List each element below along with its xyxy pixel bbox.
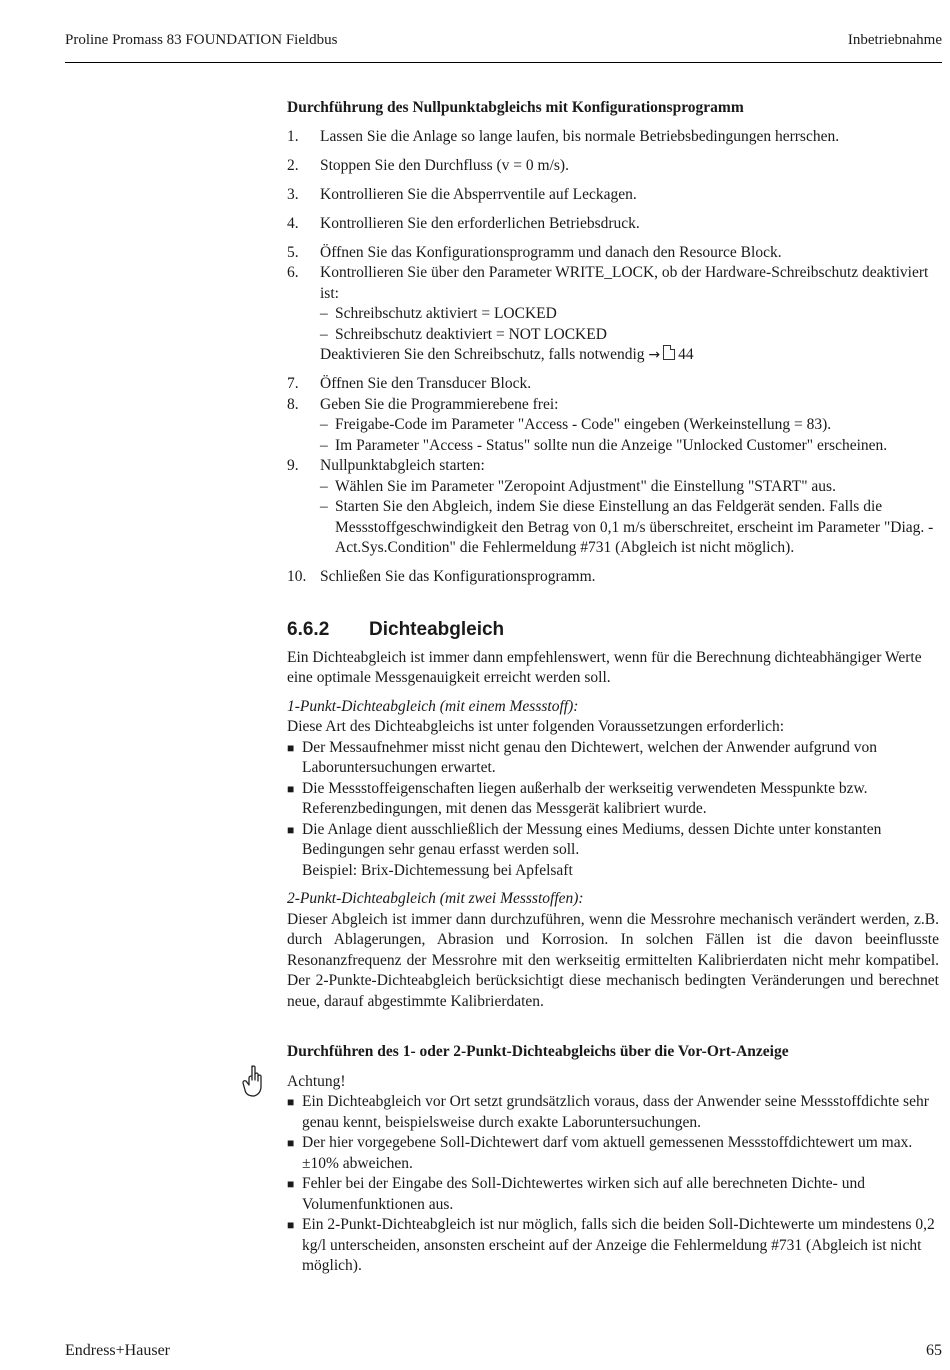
list-item	[287, 156, 939, 177]
density-intro: Ein Dichteabgleich ist immer dann empfehlenswert, wenn für die Berechnung dichteabhängiger Werte eine optimale Messgenauigkeit erreicht werden soll.	[287, 648, 922, 686]
list-item	[287, 779, 939, 820]
step-text: Kontrollieren Sie über den Parameter WRITE_LOCK, ob der Hardware-Schreibschutz deaktiviert ist:	[320, 264, 929, 302]
bullet-icon: ■	[287, 822, 295, 837]
list-item-text: Der hier vorgegebene Soll-Dichtewert darf vom aktuell gemessenen Messstoffdichtewert um max. ±10% abweichen.	[302, 1134, 913, 1172]
list-item-text: Fehler bei der Eingabe des Soll-Dichtewertes wirken sich auf alle berechneten Dichte- und Volumenfunktionen aus.	[302, 1175, 865, 1213]
chapter-title: Inbetriebnahme	[847, 32, 942, 48]
step-text: Stoppen Sie den Durchfluss (v = 0 m/s).	[320, 156, 569, 174]
step-number: 3.	[287, 185, 299, 203]
sub-item: – Wählen Sie im Parameter "Zeropoint Adjustment" die Einstellung "START" aus.	[320, 477, 836, 495]
step-number: 6.	[287, 264, 299, 281]
step-number: 10.	[287, 568, 307, 585]
section-number: 6.6.2	[287, 618, 330, 640]
list-item-text: Die Messstoffeigenschaften liegen außerhalb der werkseitig verwendeten Messpunkte bzw. Referenzbedingungen, mit denen das Messgerät kalibriert wurde.	[302, 779, 868, 817]
list-item-text: Ein Dichteabgleich vor Ort setzt grundsätzlich voraus, dass der Anwender seine Messstoffdichte sehr genau kennt, beispielsweise durch exakte Laboruntersuchungen.	[302, 1093, 929, 1131]
page-content	[287, 98, 939, 1277]
list-item	[287, 1133, 939, 1174]
list-item	[287, 263, 939, 366]
page-reference-link[interactable]: 44	[678, 346, 694, 363]
bullet-icon: ■	[287, 1218, 295, 1232]
sub-item-text: Starten Sie den Abgleich, indem Sie diese Einstellung an das Feldgerät senden. Falls die Messstoffgeschwindigkeit den Betrag von 0,1 m/s überschreitet, erscheint im Parameter "Diag. - Act.Sys.Condition" die Fehlermeldung #731 (Abgleich ist nicht möglich).	[335, 498, 934, 556]
one-point-list	[287, 738, 939, 882]
step-text: Geben Sie die Programmierebene frei:	[320, 395, 559, 413]
list-item	[287, 1215, 939, 1277]
step-number: 5.	[287, 243, 299, 261]
sub-item: – Schreibschutz deaktiviert = NOT LOCKED	[320, 325, 607, 343]
two-point-text: Dieser Abgleich ist immer dann durchzuführen, wenn die Messrohre mechanisch verändert werden, z.B. durch Ablagerungen, Abrasion und Korrosion. In solchen Fällen ist die davon beeinflusste Resonanzfrequenz der Messrohre mit den werkseitig ermittelten Kalibrierdaten nicht mehr kompatibel. Der 2-Punkte-Dichteabgleich berücksichtigt diese mechanisch bedingten Veränderungen und berechnet neue, darauf abgestimmte Kalibrierdaten.	[287, 910, 939, 1010]
one-point-title: 1-Punkt-Dichteabgleich (mit einem Messstoff):	[287, 697, 579, 715]
sub-item-text: Schreibschutz deaktiviert = NOT LOCKED	[335, 325, 607, 343]
list-item	[287, 1174, 939, 1215]
list-item	[287, 185, 939, 206]
caution-list	[287, 1092, 939, 1277]
bullet-icon: ■	[287, 1095, 295, 1109]
sub-item: – Freigabe-Code im Parameter "Access - Code" eingeben (Werkeinstellung = 83).	[320, 416, 832, 433]
list-item	[287, 456, 939, 559]
sub-item-text: Wählen Sie im Parameter "Zeropoint Adjustment" die Einstellung "START" aus.	[335, 477, 836, 495]
list-item	[287, 738, 939, 779]
step-number: 4.	[287, 214, 299, 232]
step-text: Schließen Sie das Konfigurationsprogramm.	[320, 568, 596, 585]
document-title: Proline Promass 83 FOUNDATION Fieldbus	[65, 32, 338, 48]
local-display-heading: Durchführen des 1- oder 2-Punkt-Dichteabgleichs über die Vor-Ort-Anzeige	[287, 1043, 789, 1060]
bullet-icon: ■	[287, 1136, 295, 1150]
list-item	[287, 820, 939, 882]
arrow-icon: →	[648, 347, 661, 363]
page-reference-icon	[663, 345, 675, 360]
caution-label: Achtung!	[287, 1072, 346, 1090]
step-note	[320, 345, 939, 366]
sub-item: – Schreibschutz aktiviert = LOCKED	[320, 305, 557, 322]
list-item-text: Ein 2-Punkt-Dichteabgleich ist nur möglich, falls sich die beiden Soll-Dichtewerte um mindestens 0,2 kg/l unterscheiden, ansonsten erscheint auf der Anzeige die Fehlermeldung #731 (Abgleich ist nicht möglich).	[302, 1216, 935, 1274]
zero-point-heading: Durchführung des Nullpunktabgleichs mit Konfigurationsprogramm	[287, 99, 744, 116]
step-text: Öffnen Sie das Konfigurationsprogramm und danach den Resource Block.	[320, 243, 782, 261]
list-item	[287, 243, 939, 264]
company-name: Endress+Hauser	[65, 1342, 170, 1359]
sub-item-text: Freigabe-Code im Parameter "Access - Code" eingeben (Werkeinstellung = 83).	[335, 416, 832, 433]
bullet-icon: ■	[287, 1177, 295, 1191]
zero-point-steps	[287, 127, 939, 588]
list-item-text: Der Messaufnehmer misst nicht genau den Dichtewert, welchen der Anwender aufgrund von Laboruntersuchungen erwartet.	[302, 738, 878, 776]
step-text: Nullpunktabgleich starten:	[320, 457, 485, 474]
step-text: Kontrollieren Sie den erforderlichen Betriebsdruck.	[320, 214, 640, 232]
list-item	[287, 1092, 939, 1133]
step-text: Kontrollieren Sie die Absperrventile auf Leckagen.	[320, 185, 637, 203]
step-text: Öffnen Sie den Transducer Block.	[320, 375, 532, 392]
step-number: 7.	[287, 375, 299, 392]
page-number: 65	[926, 1342, 942, 1359]
section-title: Dichteabgleich	[369, 618, 505, 640]
sub-item-text: Schreibschutz aktiviert = LOCKED	[335, 305, 557, 322]
one-point-text: Diese Art des Dichteabgleichs ist unter folgenden Voraussetzungen erforderlich:	[287, 718, 784, 735]
caution-hand-icon	[240, 1064, 266, 1100]
sub-item-text: Im Parameter "Access - Status" sollte nun die Anzeige "Unlocked Customer" erscheinen.	[335, 436, 888, 454]
note-text: Deaktivieren Sie den Schreibschutz, falls notwendig	[320, 346, 645, 363]
sub-item: – Starten Sie den Abgleich, indem Sie diese Einstellung an das Feldgerät senden. Falls die Messstoffgeschwindigkeit den Betrag von 0,1 m/s überschreitet, erscheint im Parameter "Diag. - Act.Sys.Condition" die Fehlermeldung #731 (Abgleich ist nicht möglich).	[320, 498, 934, 556]
step-number: 2.	[287, 156, 299, 174]
page-header	[65, 32, 942, 63]
sub-item: – Im Parameter "Access - Status" sollte nun die Anzeige "Unlocked Customer" erscheinen.	[320, 436, 888, 454]
step-number: 9.	[287, 457, 299, 474]
two-point-title: 2-Punkt-Dichteabgleich (mit zwei Messstoffen):	[287, 890, 584, 907]
list-item-text: Die Anlage dient ausschließlich der Messung eines Mediums, dessen Dichte unter konstanten Bedingungen sehr genau erfasst werden soll.	[302, 820, 882, 858]
list-item	[287, 374, 939, 395]
example-text: Beispiel: Brix-Dichtemessung bei Apfelsaft	[302, 861, 573, 879]
bullet-icon: ■	[287, 781, 295, 796]
step-number: 8.	[287, 395, 299, 413]
section-heading	[287, 618, 939, 642]
list-item	[287, 567, 939, 588]
bullet-icon: ■	[287, 740, 295, 755]
step-number: 1.	[287, 127, 299, 145]
list-item	[287, 127, 939, 148]
list-item	[287, 395, 939, 457]
list-item	[287, 214, 939, 235]
step-text: Lassen Sie die Anlage so lange laufen, bis normale Betriebsbedingungen herrschen.	[320, 127, 840, 145]
